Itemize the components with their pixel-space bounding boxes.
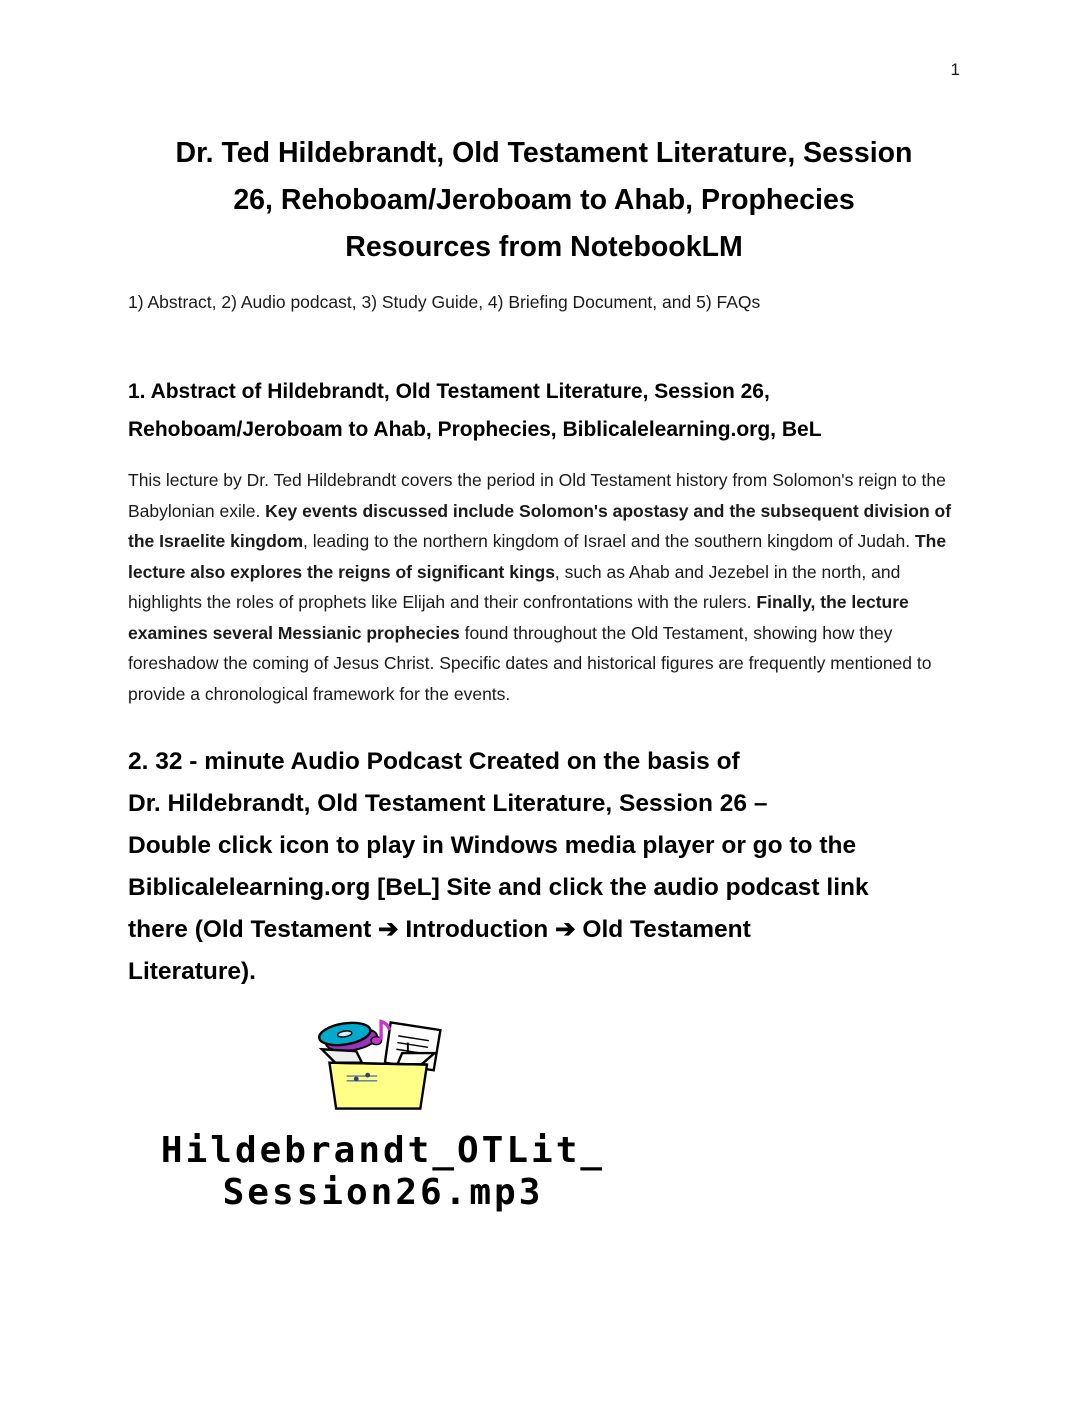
document-title: [128, 130, 960, 271]
abstract-paragraph: This lecture by Dr. Ted Hildebrandt covers the period in Old Testament history from Solomon's reign to the Babylonian exile. Key events discussed include Solomon's apostasy and the subsequent division of the Israelite kingdom, leading to the northern kingdom of Israel and the southern kingdom of Judah. The lecture also explores the reigns of significant kings, such as Ahab and Jezebel in the north, and highlights the roles of prophets like Elijah and their confrontations with the rulers. Finally, the lecture examines several Messianic prophecies found throughout the Old Testament, showing how they foreshadow the coming of Jesus Christ. Specific dates and historical figures are frequently mentioned to provide a chronological framework for the events.: [128, 470, 952, 704]
podcast-heading-line-2: Dr. Hildebrandt, Old Testament Literature, Session 26 –: [128, 790, 768, 817]
audio-filename-line-2: Session26.mp3: [222, 1172, 544, 1213]
podcast-heading-line-5: there (Old Testament ➔ Introduction ➔ Old Testament: [128, 916, 751, 943]
audio-filename-line-1: Hildebrandt_OTLit_: [160, 1130, 606, 1171]
abstract-heading: [128, 373, 960, 449]
audio-filename: [133, 1130, 633, 1214]
page-number: 1: [950, 60, 960, 79]
audio-file-block: [133, 1011, 633, 1214]
abstract-heading-line-1: 1. Abstract of Hildebrandt, Old Testament Literature, Session 26,: [128, 380, 770, 403]
page-content: [0, 130, 1088, 1214]
resources-list-line: 1) Abstract, 2) Audio podcast, 3) Study Guide, 4) Briefing Document, and 5) FAQs: [128, 292, 761, 312]
document-title-line-3: Resources from NotebookLM: [345, 231, 743, 263]
podcast-heading-line-6: Literature).: [128, 958, 256, 985]
podcast-heading: [128, 741, 960, 993]
audio-package-icon[interactable]: [303, 1011, 463, 1121]
abstract-heading-line-2: Rehoboam/Jeroboam to Ahab, Prophecies, Biblicalelearning.org, BeL: [128, 418, 822, 441]
podcast-heading-line-1: 2. 32 - minute Audio Podcast Created on the basis of: [128, 748, 740, 775]
document-title-line-2: 26, Rehoboam/Jeroboam to Ahab, Prophecies: [233, 184, 855, 216]
podcast-heading-line-4: Biblicalelearning.org [BeL] Site and click the audio podcast link: [128, 874, 869, 901]
document-title-line-1: Dr. Ted Hildebrandt, Old Testament Literature, Session: [175, 137, 913, 169]
podcast-heading-line-3: Double click icon to play in Windows media player or go to the: [128, 832, 857, 859]
